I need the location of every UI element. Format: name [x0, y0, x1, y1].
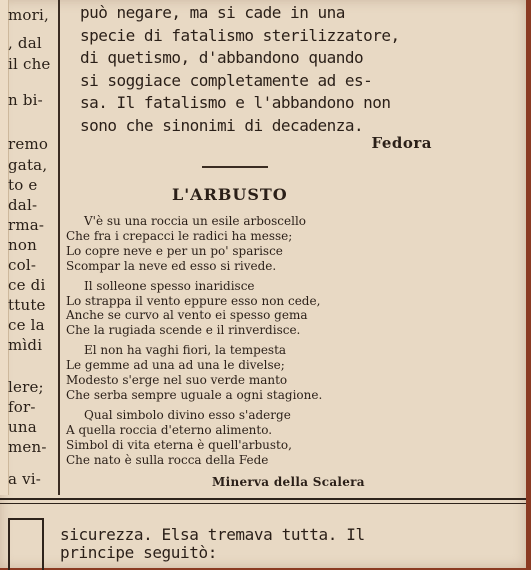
column-divider [58, 0, 60, 495]
left-fragment: ttute [8, 296, 46, 314]
article-signature: Fedora [371, 134, 432, 152]
prose-paragraph [80, 2, 490, 138]
poem-body [62, 214, 517, 473]
poem-line: Lo strappa il vento eppure esso non cede, [66, 293, 321, 308]
prose-line: di quetismo, d'abbandono quando [80, 48, 364, 68]
prose-line: specie di fatalismo sterilizzatore, [80, 25, 400, 45]
left-fragment: mìdi [8, 336, 43, 354]
horizontal-rule [0, 503, 526, 504]
left-fragment: lere; [8, 378, 44, 396]
poem-line: Qual simbolo divino esso s'aderge [84, 407, 291, 422]
left-fragment: mori, [8, 6, 49, 24]
left-fragment: for- [8, 398, 36, 416]
poem-stanza [62, 408, 517, 468]
bottom-article-text [60, 526, 365, 562]
left-fragment: to e [8, 176, 38, 194]
poem-line: V'è su una roccia un esile arboscello [84, 214, 307, 228]
poem-line: Che serba sempre uguale a ogni stagione. [66, 387, 323, 402]
bottom-frame [8, 518, 44, 570]
left-fragment: il che [8, 55, 51, 73]
horizontal-rule [0, 498, 526, 500]
poem-line: Modesto s'erge nel suo verde manto [66, 373, 288, 388]
left-fragment: n bi- [8, 91, 43, 109]
poem-line: Che fra i crepacci le radici ha messe; [66, 228, 293, 243]
left-fragment: remo [8, 135, 49, 153]
poem-line: Il solleone spesso inaridisce [84, 278, 255, 293]
left-fragment: dal- [8, 196, 38, 214]
left-fragment: men- [8, 438, 47, 456]
left-fragment: gata, [8, 156, 48, 174]
poem-stanza [62, 279, 517, 339]
poem-line: Simbol di vita eterna è quell'arbusto, [66, 437, 292, 452]
section-separator [202, 166, 268, 168]
left-fragment: ce la [8, 316, 45, 334]
left-fragment: rma- [8, 216, 45, 234]
poem-line: A quella roccia d'eterno alimento. [66, 422, 273, 437]
poem-line: Lo copre neve e per un po' sparisce [66, 243, 283, 258]
poem-line: Che nato è sulla rocca della Fede [66, 452, 269, 467]
poem-line: Che la rugiada scende e il rinverdisce. [66, 323, 301, 338]
poem-signature: Minerva della Scalera [212, 475, 365, 489]
poem-line: Le gemme ad una ad una le divelse; [66, 358, 285, 373]
poem-line: El non ha vaghi fiori, la tempesta [84, 343, 287, 358]
left-fragment: col- [8, 256, 37, 274]
prose-line: sa. Il fatalismo e l'abbandono non [80, 93, 391, 113]
poem-line: Scompar la neve ed esso si rivede. [66, 258, 277, 273]
poem-line: Anche se curvo al vento ei spesso gema [66, 308, 308, 323]
poem-title: L'ARBUSTO [172, 185, 288, 204]
left-fragment: ce di [8, 276, 46, 294]
poem-stanza [62, 343, 517, 403]
bottom-line: sicurezza. Elsa tremava tutta. Il [60, 525, 365, 544]
prose-line: si soggiace completamente ad es- [80, 70, 373, 90]
left-fragment: , dal [8, 34, 42, 52]
poem-stanza [62, 214, 517, 274]
prose-line: sono che sinonimi di decadenza. [80, 115, 364, 135]
left-fragment: una [8, 418, 37, 436]
left-fragment: non [8, 236, 37, 254]
prose-line: può negare, ma si cade in una [80, 3, 345, 22]
bottom-line: principe seguitò: [60, 543, 217, 562]
main-column [62, 0, 517, 495]
left-fragment: a vi- [8, 470, 42, 488]
left-column-fragments [8, 0, 54, 495]
